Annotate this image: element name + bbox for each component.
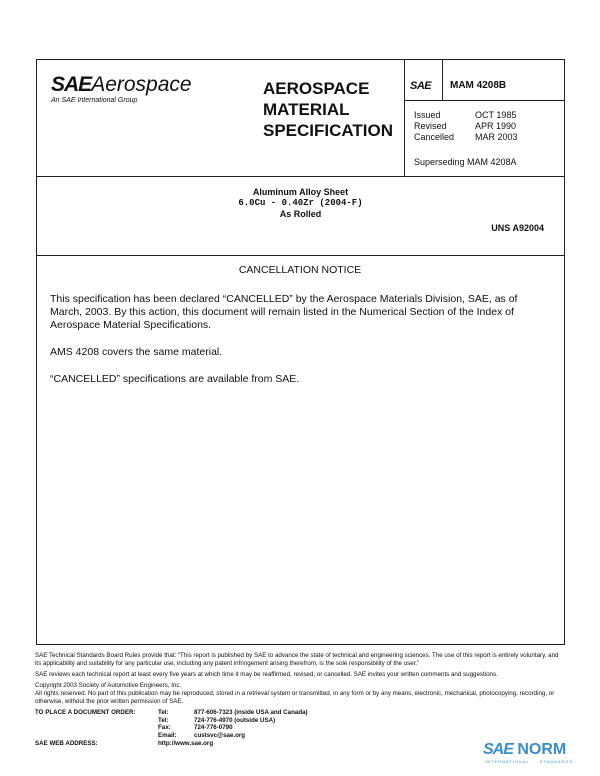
notice-title: CANCELLATION NOTICE [238,264,362,276]
contact-key: Fax: [158,724,171,731]
date-label: Cancelled [414,132,455,142]
title-line: SPECIFICATION [263,121,394,140]
header-divider-vertical [404,60,405,176]
watermark-sub-left: INTERNATIONAL [485,759,530,764]
order-label: TO PLACE A DOCUMENT ORDER: [35,709,136,716]
web-label: SAE WEB ADDRESS: [35,740,98,747]
contact-value: 877-606-7323 (inside USA and Canada) [194,709,308,716]
logo-subtitle: An SAE International Group [51,97,138,104]
spec-frame [36,59,565,645]
logo-aerospace-text: Aerospace [91,73,192,96]
date-row [414,121,518,132]
sae-aerospace-logo [51,74,192,104]
title-line: AEROSPACE [263,79,370,98]
date-value: APR 1990 [475,121,517,131]
document-number: MAM 4208B [450,80,507,91]
footer [35,652,565,748]
contact-key: Email: [158,731,177,739]
cancellation-body [50,264,550,400]
uns-number: UNS A92004 [491,223,544,233]
watermark-sub-right: STANDARDS [539,759,573,764]
web-address-link[interactable]: http://www.sae.org [158,740,214,747]
contact-key: Tel: [158,716,169,724]
date-label: Revised [414,121,447,131]
subject-bottom-rule [37,255,564,256]
body-paragraph: AMS 4208 covers the same material. [50,346,223,358]
footer-review-text: SAE reviews each technical report at least every five years at which time it may be reaffirmed, revised, or cancelled. SAE invites your written comments and suggestions. [35,671,498,678]
contact-value: 724-776-4970 (outside USA) [194,716,276,724]
contact-value: 724-776-0790 [194,724,233,731]
document-type-title [263,78,393,141]
superseding-note: Superseding MAM 4208A [414,157,517,167]
footer-rules-text: SAE Technical Standards Board Rules provide that: “This report is published by SAE to advance the state of technical and engineering sciences. The use of this report is entirely voluntary, and its applicability and suitability for any particular use, including any patent infringement arising therefrom, is the sole responsibility of the user.” [35,652,559,667]
contact-email[interactable]: custsvc@sae.org [194,731,246,739]
subject-line: Aluminum Alloy Sheet [252,187,349,197]
date-value: MAR 2003 [475,132,518,142]
subject-line: As Rolled [279,209,322,219]
doc-number-underline [404,100,564,101]
date-row [414,110,518,121]
header-bottom-rule [37,176,564,177]
title-line: MATERIAL [263,100,350,119]
footer-rights-text: All rights reserved. No part of this publication may be reproduced, stored in a retrieval system or transmitted, in any form or by any means, electronic, mechanical, photocopying, recording, or otherwise, without the prior written permission of SAE. [35,690,555,705]
date-value: OCT 1985 [475,110,517,120]
contact-key: Tel: [158,709,169,716]
body-paragraph: “CANCELLED” specifications are available from SAE. [50,373,300,385]
watermark-sae: SAE [483,741,513,758]
body-paragraph: This specification has been declared “CANCELLED” by the Aerospace Materials Division, SAE, as of March, 2003. By this action, this document will remain listed in the Numerical Section of the Index of Aerospace Material Specifications. [50,293,518,331]
date-row [414,132,518,143]
sae-small-logo: SAE [410,80,432,92]
doc-number-divider [442,60,443,100]
order-contacts [35,709,565,739]
subject-composition: 6.0Cu - 0.40Zr (2004-F) [238,198,363,208]
footer-copyright: Copyright 2003 Society of Automotive Engineers, Inc. [35,682,182,689]
date-history [414,110,518,143]
sae-norm-watermark [483,741,593,764]
subject-title [37,187,564,220]
date-label: Issued [414,110,441,120]
logo-sae-text: SAE [51,73,92,96]
watermark-norm: NORM [512,741,567,758]
